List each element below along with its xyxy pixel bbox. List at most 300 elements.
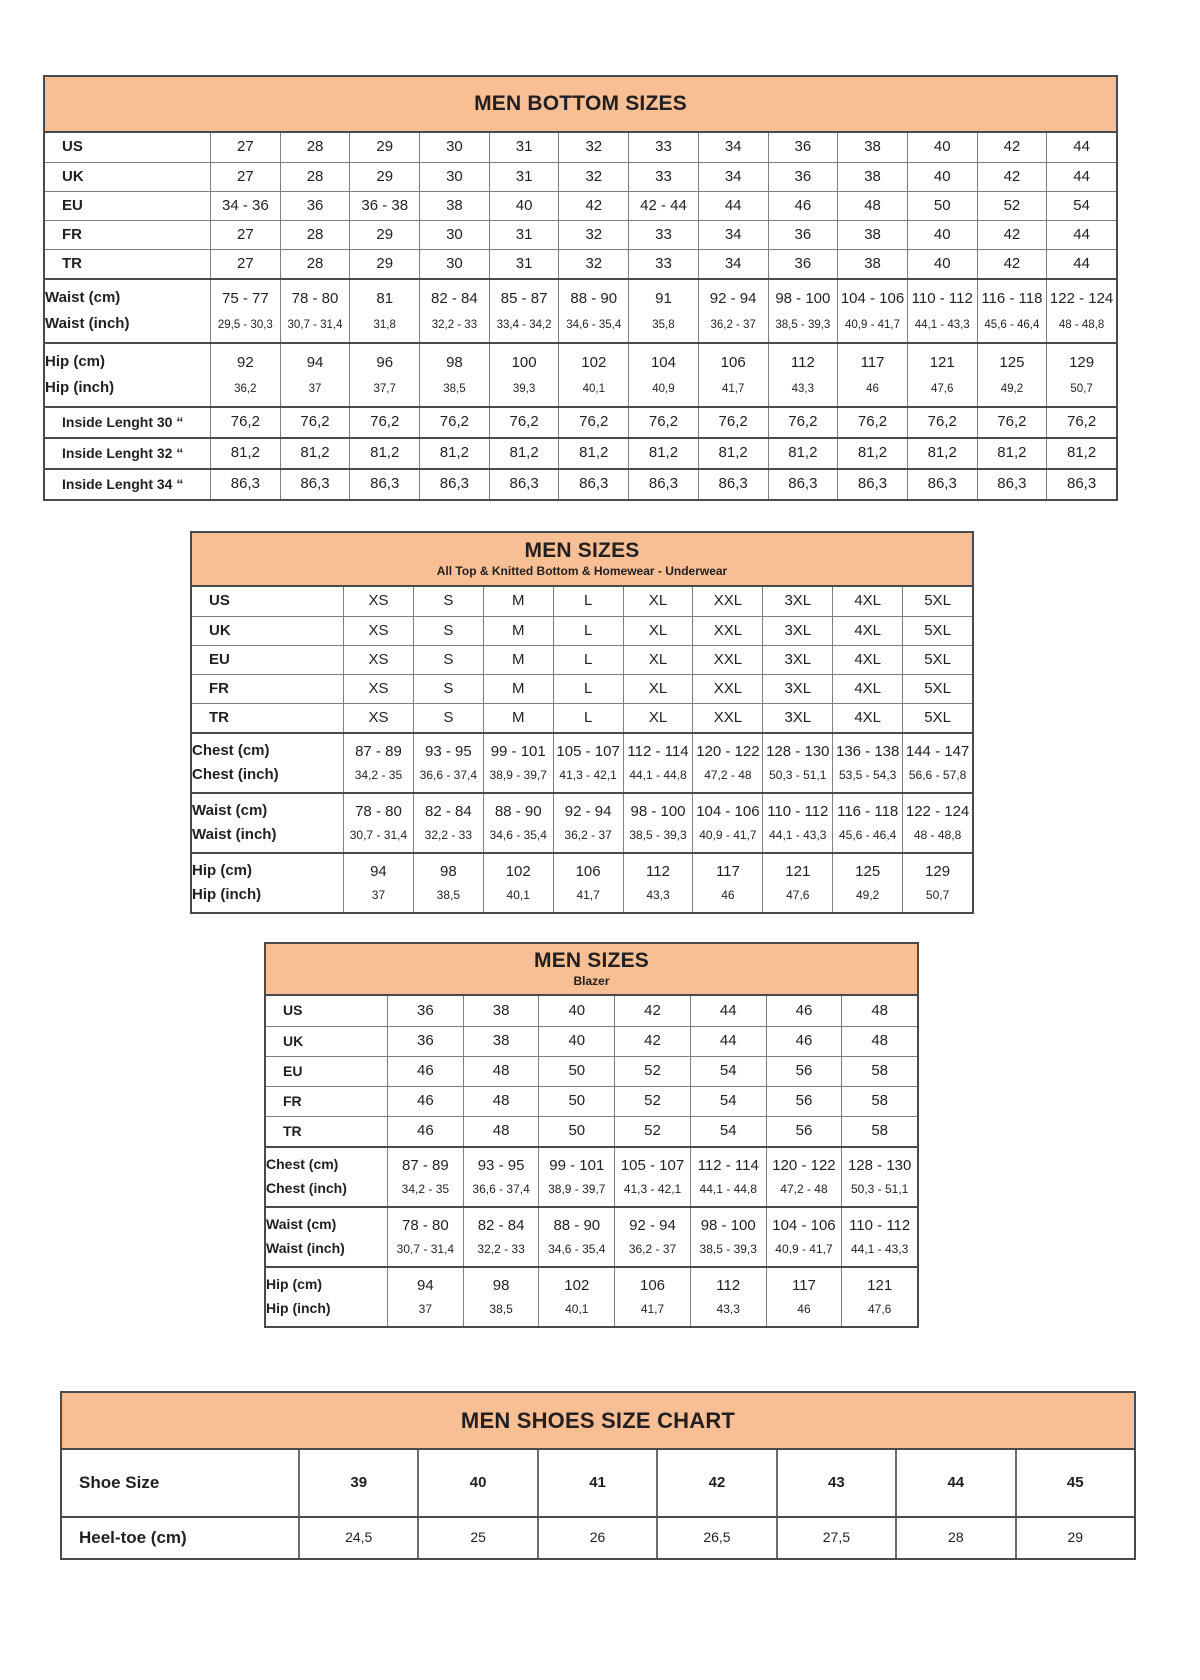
size-value-cell: 4XL [832,646,902,674]
size-value-cell: 38 [463,1027,539,1056]
table-row [192,792,972,852]
size-value-cell: M [483,646,553,674]
row-label-cm: Hip (cm) [45,352,105,370]
value-inch: 36,2 [234,382,257,395]
size-value-cell [768,344,838,406]
value-inch: 41,7 [640,1302,665,1317]
size-value-cell [280,344,350,406]
value-inch: 50,3 - 51,1 [850,1182,909,1197]
size-value-cell [841,1208,917,1266]
size-value-cell [690,1268,766,1326]
size-value-cell: 86,3 [837,470,907,499]
size-value-cell [698,344,768,406]
size-value-cell: 34 - 36 [210,192,280,220]
size-value-cell [623,734,693,792]
row-label: US [62,138,83,156]
size-value-cell: 38 [837,221,907,249]
size-value-cell: 40 [538,1027,614,1056]
table-row [45,342,1116,406]
size-value-cell: 86,3 [349,470,419,499]
size-value-cell: 42 [614,996,690,1026]
value-inch: 34,2 - 35 [354,768,403,783]
row-label-cm: Waist (cm) [192,801,268,819]
size-value-cell: XS [343,704,413,732]
value-cm: 117 [715,862,740,880]
value-cm: 120 - 122 [696,742,760,760]
size-value-cell: 28 [895,1518,1014,1558]
size-value-cell: S [413,675,483,703]
size-value-cell: 44 [690,1027,766,1056]
size-value-cell: M [483,675,553,703]
value-cm: 92 - 94 [709,289,757,307]
size-value-cell: 46 [766,996,842,1026]
size-value-cell: 81,2 [907,439,977,468]
value-inch: 37,7 [373,382,396,395]
size-value-cell: 42 [614,1027,690,1056]
size-value-cell: 58 [841,1057,917,1086]
size-value-cell: 76,2 [1046,408,1116,437]
row-label: Inside Lenght 32 “ [62,444,184,461]
table-row [45,278,1116,342]
size-value-cell: 56 [766,1117,842,1146]
size-value-cell: L [553,675,623,703]
row-label [45,344,210,406]
size-value-cell [463,1208,539,1266]
size-value-cell: L [553,704,623,732]
size-value-cell: 46 [387,1087,463,1116]
size-value-cell: 27 [210,221,280,249]
row-label: TR [283,1122,302,1139]
size-value-cell: 44 [895,1450,1014,1516]
size-value-cell: 86,3 [907,470,977,499]
size-value-cell [463,1148,539,1206]
row-label: US [209,592,230,610]
value-inch: 43,3 [791,382,815,395]
value-cm: 93 - 95 [477,1156,525,1174]
size-value-cell: 48 [841,996,917,1026]
size-value-cell: 5XL [902,587,972,616]
size-value-cell [902,854,972,912]
size-value-cell: 76,2 [419,408,489,437]
size-value-cell [463,1268,539,1326]
size-value-cell: 34 [698,163,768,191]
table-row [45,437,1116,468]
value-inch: 41,3 - 42,1 [623,1182,682,1197]
value-cm: 112 - 114 [627,742,689,760]
value-cm: 105 - 107 [620,1156,685,1174]
value-cm: 93 - 95 [424,742,472,760]
value-inch: 36,6 - 37,4 [419,768,478,783]
row-label: UK [283,1032,304,1049]
value-inch: 44,1 - 43,3 [914,318,970,331]
size-value-cell: XL [623,675,693,703]
size-value-cell: 40 [907,133,977,162]
value-cm: 110 - 112 [767,802,829,820]
row-label: US [283,1002,303,1019]
size-value-cell: 36 [387,996,463,1026]
value-cm: 129 [1069,353,1095,371]
size-value-cell: 40 [489,192,559,220]
size-value-cell: 44 [1046,163,1116,191]
value-cm: 125 [855,862,881,880]
value-inch: 30,7 - 31,4 [396,1242,455,1257]
size-value-cell [413,794,483,852]
size-value-cell: 86,3 [280,470,350,499]
row-label [266,1148,387,1206]
value-inch: 56,6 - 57,8 [908,768,967,783]
size-value-cell: S [413,704,483,732]
row-label-inch: Hip (inch) [192,885,262,903]
size-value-cell: 38 [837,133,907,162]
table-row [266,1116,917,1146]
size-value-cell: 76,2 [349,408,419,437]
size-value-cell: 40 [907,221,977,249]
size-value-cell: 27 [210,163,280,191]
size-value-cell [692,734,762,792]
size-value-cell: 40 [907,163,977,191]
size-value-cell: 76,2 [628,408,698,437]
row-label [266,1208,387,1266]
size-value-cell [349,280,419,342]
size-value-cell [343,854,413,912]
value-inch: 37 [371,888,386,903]
size-value-cell: 76,2 [210,408,280,437]
size-value-cell [832,734,902,792]
size-value-cell: 54 [690,1087,766,1116]
size-value-cell: 46 [387,1057,463,1086]
size-value-cell: 33 [628,250,698,278]
size-value-cell: 81,2 [210,439,280,468]
size-value-cell: 29 [349,133,419,162]
size-value-cell: XL [623,646,693,674]
size-value-cell [343,734,413,792]
size-value-cell: 29 [349,250,419,278]
size-value-cell: 32 [558,250,628,278]
value-cm: 87 - 89 [402,1156,449,1174]
value-cm: 100 [511,353,537,371]
size-value-cell: 86,3 [1046,470,1116,499]
size-value-cell: XS [343,587,413,616]
size-value-cell [343,794,413,852]
row-label: EU [283,1062,303,1079]
value-inch: 41,3 - 42,1 [559,768,617,783]
size-value-cell: 76,2 [907,408,977,437]
size-value-cell [762,734,832,792]
size-value-cell [628,344,698,406]
size-value-cell [628,280,698,342]
size-value-cell [387,1208,463,1266]
value-inch: 34,6 - 35,4 [489,828,547,843]
table-subtitle: All Top & Knitted Bottom & Homewear - Underwear [436,564,728,579]
table-header [266,944,917,996]
size-value-cell: L [553,617,623,645]
size-value-cell: 46 [766,1027,842,1056]
table-row [45,191,1116,220]
size-value-cell [538,1148,614,1206]
value-inch: 40,9 [652,382,675,395]
size-value-cell [623,794,693,852]
value-inch: 38,5 [436,888,461,903]
value-inch: 38,9 - 39,7 [548,1182,606,1197]
size-value-cell [623,854,693,912]
size-value-cell: 46 [768,192,838,220]
size-value-cell [614,1148,690,1206]
size-value-cell [841,1268,917,1326]
size-value-cell: 52 [614,1087,690,1116]
row-label: TR [62,254,82,272]
value-cm: 112 - 114 [697,1156,759,1174]
row-label: UK [209,621,231,639]
size-value-cell: 33 [628,163,698,191]
size-value-cell [483,854,553,912]
row-label-inch: Waist (inch) [192,825,277,843]
men-shoes-size-chart-table [60,1391,1136,1560]
row-label: FR [209,679,229,697]
size-value-cell: XXL [692,587,762,616]
size-value-cell: 3XL [762,704,832,732]
value-cm: 85 - 87 [500,289,548,307]
size-value-cell: 42 [656,1450,775,1516]
size-value-cell: 3XL [762,587,832,616]
value-cm: 125 [999,353,1025,371]
size-value-cell: 38 [463,996,539,1026]
table-row [266,996,917,1026]
value-cm: 82 - 84 [431,289,478,307]
size-value-cell: 40 [538,996,614,1026]
table-header [45,77,1116,133]
size-value-cell: 50 [907,192,977,220]
size-value-cell: 48 [463,1057,539,1086]
size-value-cell [768,280,838,342]
size-value-cell: M [483,704,553,732]
size-value-cell [553,794,623,852]
size-value-cell: 30 [419,163,489,191]
value-inch: 49,2 [1000,382,1024,395]
size-value-cell: 4XL [832,704,902,732]
table-row [45,220,1116,249]
value-inch: 48 - 48,8 [913,828,962,843]
value-inch: 38,5 - 39,3 [629,828,687,843]
size-value-cell [692,854,762,912]
size-value-cell [489,280,559,342]
size-value-cell: 41 [537,1450,656,1516]
row-label [192,794,343,852]
row-label-inch: Chest (inch) [192,765,279,783]
size-value-cell: 36 [280,192,350,220]
value-inch: 36,2 - 37 [628,1242,677,1257]
value-inch: 40,1 [582,382,605,395]
value-cm: 116 - 118 [837,802,899,820]
size-value-cell [766,1208,842,1266]
table-row [192,852,972,912]
size-value-cell [419,344,489,406]
size-value-cell: 81,2 [1046,439,1116,468]
size-value-cell: 31 [489,133,559,162]
size-value-cell [907,344,977,406]
table-row [266,1026,917,1056]
size-value-cell: 36 [768,133,838,162]
value-inch: 40,9 - 41,7 [775,1242,833,1257]
value-cm: 96 [376,353,394,371]
size-value-cell [553,854,623,912]
value-cm: 78 - 80 [291,289,339,307]
value-inch: 31,8 [373,318,396,331]
value-inch: 47,2 - 48 [704,768,752,783]
size-value-cell: 81,2 [419,439,489,468]
table-body [62,1450,1134,1558]
size-value-cell: 81,2 [489,439,559,468]
table-row [266,1086,917,1116]
size-value-cell: 36 [768,221,838,249]
size-value-cell: 40 [907,250,977,278]
value-cm: 112 [716,1276,741,1294]
row-label: EU [209,650,230,668]
value-cm: 120 - 122 [772,1156,836,1174]
row-label-cm: Hip (cm) [192,861,252,879]
value-cm: 94 [306,353,324,371]
value-cm: 122 - 124 [1049,289,1114,307]
size-value-cell: 54 [1046,192,1116,220]
size-value-cell: 31 [489,250,559,278]
value-cm: 92 - 94 [629,1216,676,1234]
size-value-cell: 30 [419,133,489,162]
size-value-cell: XL [623,704,693,732]
value-cm: 128 - 130 [847,1156,912,1174]
size-value-cell: 81,2 [280,439,350,468]
value-inch: 33,4 - 34,2 [496,318,552,331]
size-value-cell: 86,3 [210,470,280,499]
value-inch: 32,2 - 33 [424,828,473,843]
size-value-cell: 46 [387,1117,463,1146]
row-label: TR [209,708,229,726]
table-row [192,645,972,674]
table-title: MEN SIZES [534,949,649,973]
size-value-cell: 52 [977,192,1047,220]
size-value-cell: 36 [387,1027,463,1056]
size-value-cell [690,1148,766,1206]
value-inch: 32,2 - 33 [431,318,478,331]
row-label: FR [62,225,82,243]
size-value-cell: 76,2 [489,408,559,437]
value-cm: 81 [376,289,394,307]
size-value-cell: 27 [210,133,280,162]
size-value-cell [413,734,483,792]
size-value-cell: S [413,646,483,674]
size-value-cell: 50 [538,1117,614,1146]
size-value-cell: 76,2 [698,408,768,437]
size-value-cell: 43 [776,1450,895,1516]
size-value-cell: 25 [417,1518,536,1558]
value-inch: 37 [418,1302,433,1317]
size-value-cell: XXL [692,675,762,703]
size-value-cell [413,854,483,912]
table-row [266,1146,917,1206]
value-cm: 82 - 84 [424,802,472,820]
row-label [192,734,343,792]
size-value-cell: 34 [698,250,768,278]
value-cm: 78 - 80 [355,802,402,820]
value-inch: 38,5 [443,382,466,395]
table-row [192,732,972,792]
value-cm: 116 - 118 [981,289,1043,307]
size-value-cell: 28 [280,250,350,278]
row-label [266,1268,387,1326]
size-value-cell: XXL [692,617,762,645]
size-value-cell: 86,3 [419,470,489,499]
size-value-cell: 56 [766,1057,842,1086]
value-inch: 46 [721,888,735,903]
value-inch: 41,7 [576,888,600,903]
size-value-cell: 33 [628,221,698,249]
value-cm: 78 - 80 [402,1216,449,1234]
value-cm: 92 [237,353,254,371]
size-value-cell: 28 [280,133,350,162]
row-label-inch: Waist (inch) [266,1240,345,1257]
value-inch: 38,5 [489,1302,513,1317]
value-cm: 94 [417,1276,434,1294]
value-inch: 40,9 - 41,7 [845,318,901,331]
size-value-cell: 36 - 38 [349,192,419,220]
value-cm: 129 [925,862,951,880]
size-value-cell: 29 [1015,1518,1134,1558]
table-row [266,1056,917,1086]
size-value-cell: M [483,587,553,616]
size-value-cell [349,344,419,406]
value-inch: 50,7 [925,888,950,903]
value-inch: 29,5 - 30,3 [217,318,273,331]
table-row [45,468,1116,499]
value-cm: 99 - 101 [549,1156,605,1174]
size-value-cell [483,734,553,792]
value-cm: 75 - 77 [221,289,269,307]
value-cm: 104 - 106 [840,289,905,307]
size-value-cell: 42 [977,133,1047,162]
size-value-cell [902,794,972,852]
value-cm: 110 - 112 [849,1216,911,1234]
table-row [62,1450,1134,1516]
value-cm: 98 [446,353,463,371]
size-value-cell [280,280,350,342]
value-inch: 50,3 - 51,1 [769,768,827,783]
value-inch: 39,3 [512,382,536,395]
size-value-cell [766,1268,842,1326]
size-value-cell: 44 [690,996,766,1026]
size-value-cell: 81,2 [558,439,628,468]
size-value-cell: 28 [280,163,350,191]
size-value-cell: 3XL [762,675,832,703]
value-inch: 44,1 - 43,3 [850,1242,909,1257]
value-inch: 49,2 [856,888,880,903]
row-label-cm: Chest (cm) [192,741,270,759]
size-value-cell: XXL [692,646,762,674]
size-value-cell: 5XL [902,704,972,732]
size-value-cell [614,1208,690,1266]
value-cm: 82 - 84 [477,1216,525,1234]
table-header [192,533,972,587]
value-inch: 34,6 - 35,4 [548,1242,606,1257]
value-cm: 121 [785,862,811,880]
row-label: EU [62,196,83,214]
row-label [192,854,343,912]
size-value-cell: 42 [977,221,1047,249]
table-body [266,996,917,1326]
value-inch: 36,2 - 37 [710,318,756,331]
size-value-cell: 81,2 [977,439,1047,468]
value-inch: 43,3 [716,1302,740,1317]
table-title: MEN SIZES [524,539,640,563]
size-value-cell: 48 [841,1027,917,1056]
size-value-cell: 42 [977,163,1047,191]
